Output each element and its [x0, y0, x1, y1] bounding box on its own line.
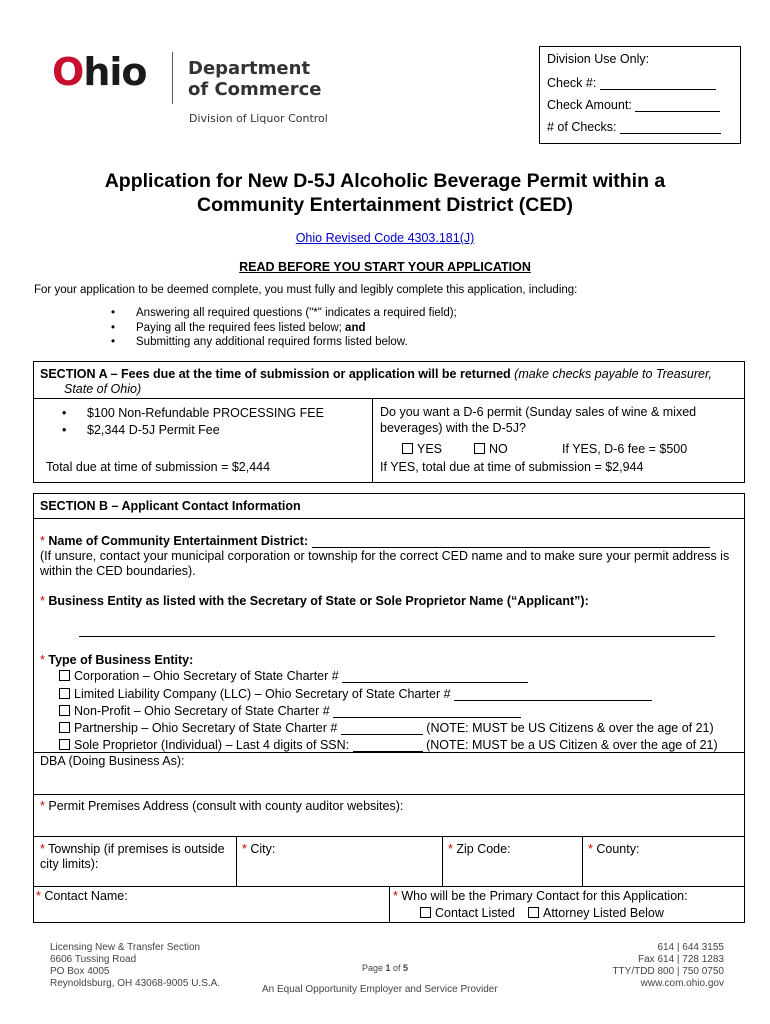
entity-type-partnership[interactable]: Partnership – Ohio Secretary of State Charter # (NOTE: MUST be US Citizens & over the age of 21) [59, 721, 714, 735]
check-number-field[interactable] [547, 76, 716, 90]
list-item: • Submitting any additional required forms listed below. [111, 335, 457, 350]
section-a-heading-note: State of Ohio) [64, 382, 142, 396]
requirements-list [111, 306, 457, 350]
business-entity-label: * Business Entity as listed with the Secretary of State or Sole Proprietor Name (“Applicant”): [40, 594, 589, 608]
entity-type-label: * Type of Business Entity: [40, 653, 194, 667]
entity-type-sole-proprietor[interactable]: Sole Proprietor (Individual) – Last 4 digits of SSN: (NOTE: MUST be a US Citizen & over the age of 21) [59, 738, 718, 752]
checkbox-icon[interactable] [528, 907, 539, 918]
checkbox-icon[interactable] [59, 670, 70, 681]
sole-proprietor-note: (NOTE: MUST be a US Citizen & over the age of 21) [426, 738, 718, 752]
check-number-label: Check #: [547, 76, 597, 90]
dba-label: DBA (Doing Business As): [40, 754, 185, 768]
logo-divider [172, 52, 173, 104]
zip-field[interactable]: * Zip Code: [448, 842, 511, 856]
fees-list [62, 405, 324, 439]
entity-type-corporation[interactable]: Corporation – Ohio Secretary of State Charter # [59, 669, 528, 683]
checkbox-icon[interactable] [474, 443, 485, 454]
checkbox-icon[interactable] [59, 705, 70, 716]
entity-type-llc[interactable]: Limited Liability Company (LLC) – Ohio Secretary of State Charter # [59, 687, 652, 701]
dept-line-2: of Commerce [188, 79, 322, 100]
contact-name-field[interactable]: * Contact Name: [36, 889, 128, 903]
county-field[interactable]: * County: [588, 842, 640, 856]
checkbox-icon[interactable] [402, 443, 413, 454]
page-title [0, 169, 770, 217]
dept-line-1: Department [188, 58, 311, 79]
checkbox-icon[interactable] [59, 739, 70, 750]
intro-text: For your application to be deemed complete, you must fully and legibly complete this application, including: [34, 284, 578, 296]
read-before-heading: READ BEFORE YOU START YOUR APPLICATION [239, 260, 531, 274]
city-field[interactable]: * City: [242, 842, 276, 856]
revised-code-link[interactable]: Ohio Revised Code 4303.181(J) [295, 231, 475, 245]
ced-note-1: (If unsure, contact your municipal corporation or township for the correct CED name and to make sure your permit address is [40, 549, 730, 563]
d6-question-2: beverages) with the D-5J? [380, 421, 526, 435]
total-due: Total due at time of submission = $2,444 [46, 460, 271, 474]
check-amount-field[interactable] [547, 98, 720, 112]
ced-note-2: within the CED boundaries). [40, 564, 196, 578]
checkbox-icon[interactable] [420, 907, 431, 918]
equal-opportunity-text: An Equal Opportunity Employer and Service Provider [262, 984, 498, 995]
ced-name-field[interactable]: * Name of Community Entertainment District: [40, 534, 710, 548]
list-item: • $100 Non-Refundable PROCESSING FEE [62, 405, 324, 422]
ced-name-label: Name of Community Entertainment District: [48, 534, 309, 548]
read-before-wrap [0, 260, 770, 274]
num-checks-field[interactable] [547, 120, 721, 134]
check-amount-label: Check Amount: [547, 98, 632, 112]
entity-type-nonprofit[interactable]: Non-Profit – Ohio Secretary of State Charter # [59, 704, 521, 718]
partnership-note: (NOTE: MUST be US Citizens & over the age of 21) [426, 721, 714, 735]
section-b-heading: SECTION B – Applicant Contact Information [40, 499, 301, 513]
contact-listed-option[interactable]: Contact Listed [420, 906, 515, 920]
ohio-logo-text: Ohio [52, 50, 147, 94]
title-line-2: Community Entertainment District (CED) [197, 194, 573, 216]
list-item: • Paying all the required fees listed below; and [111, 321, 457, 336]
num-checks-label: # of Checks: [547, 120, 617, 134]
footer-contact: 614 | 644 3155 Fax 614 | 728 1283 TTY/TDD 800 | 750 0750 www.com.ohio.gov [612, 942, 724, 989]
list-item: • Answering all required questions ("*" indicates a required field); [111, 306, 457, 321]
department-name [188, 58, 322, 100]
ohio-logo [52, 50, 147, 94]
website-link[interactable]: www.com.ohio.gov [640, 978, 724, 989]
township-field[interactable]: * Township (if premises is outside [40, 842, 225, 856]
d6-yes-option[interactable]: YES [402, 442, 442, 456]
premises-address-label: * Permit Premises Address (consult with county auditor websites): [40, 799, 404, 813]
title-line-1: Application for New D-5J Alcoholic Beverage Permit within a [104, 170, 666, 192]
page-number: Page 1 of 5 [361, 963, 409, 973]
d6-question-1: Do you want a D-6 permit (Sunday sales of wine & mixed [380, 405, 697, 419]
township-label-2: city limits): [40, 857, 99, 871]
checkbox-icon[interactable] [59, 688, 70, 699]
section-a-heading: SECTION A – Fees due at the time of submission or application will be returned (make checks payable to Treasurer, [40, 367, 712, 381]
division-name: Division of Liquor Control [189, 112, 328, 125]
attorney-listed-option[interactable]: Attorney Listed Below [528, 906, 664, 920]
list-item: • $2,344 D-5J Permit Fee [62, 422, 324, 439]
d6-no-option[interactable]: NO [474, 442, 508, 456]
checkbox-icon[interactable] [59, 722, 70, 733]
footer-address: Licensing New & Transfer Section 6606 Tussing Road PO Box 4005 Reynoldsburg, OH 43068-9005 U.S.A. [50, 942, 221, 989]
d6-fee: If YES, D-6 fee = $500 [562, 442, 688, 456]
division-use-title: Division Use Only: [547, 52, 650, 66]
business-entity-input[interactable] [79, 636, 715, 637]
d6-total: If YES, total due at time of submission = $2,944 [380, 460, 644, 474]
division-use-box [539, 46, 741, 144]
primary-contact-label: * Who will be the Primary Contact for this Application: [393, 889, 688, 903]
